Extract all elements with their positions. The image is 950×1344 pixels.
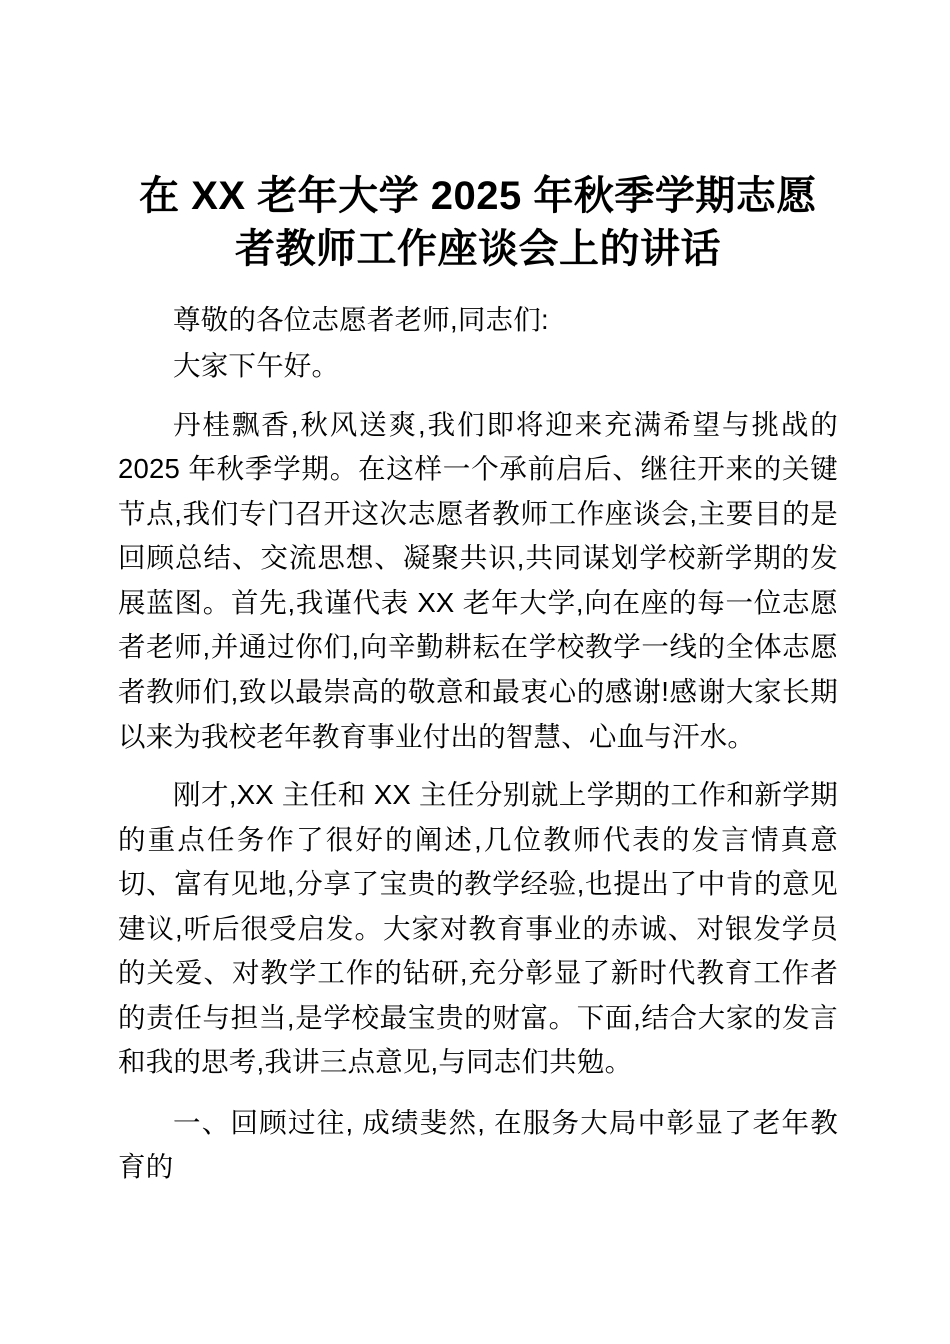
page-title: 在 XX 老年大学 2025 年秋季学期志愿者教师工作座谈会上的讲话 <box>139 174 817 271</box>
document-body <box>118 298 838 1190</box>
paragraph-section-one: 一、回顾过往, 成绩斐然, 在服务大局中彰显了老年教育的 <box>118 1106 838 1183</box>
paragraph-salutation: 尊敬的各位志愿者老师,同志们: <box>173 303 549 335</box>
paragraph-remarks: 刚才,XX 主任和 XX 主任分别就上学期的工作和新学期的重点任务作了很好的阐述,几位教师代表的发言情真意切、富有见地,分享了宝贵的教学经验,也提出了中肯的意见建议,听后很受启发。大家对教育事业的赤诚、对银发学员的关爱、对教学工作的钻研,充分彰显了新时代教育工作者的责任与担当,是学校最宝贵的财富。下面,结合大家的发言和我的思考,我讲三点意见,与同志们共勉。 <box>118 779 838 1078</box>
paragraph-greeting: 大家下午好。 <box>173 350 340 382</box>
paragraph-opening: 丹桂飘香,秋风送爽,我们即将迎来充满希望与挑战的 2025 年秋季学期。在这样一个承前启后、继往开来的关键节点,我们专门召开这次志愿者教师工作座谈会,主要目的是回顾总结、交流思想、凝聚共识,共同谋划学校新学期的发展蓝图。首先,我谨代表 XX 老年大学,向在座的每一位志愿者老师,并通过你们,向辛勤耕耘在学校教学一线的全体志愿者教师们,致以最崇高的敬意和最衷心的感谢!感谢大家长期以来为我校老年教育事业付出的智慧、心血与汗水。 <box>118 408 838 752</box>
